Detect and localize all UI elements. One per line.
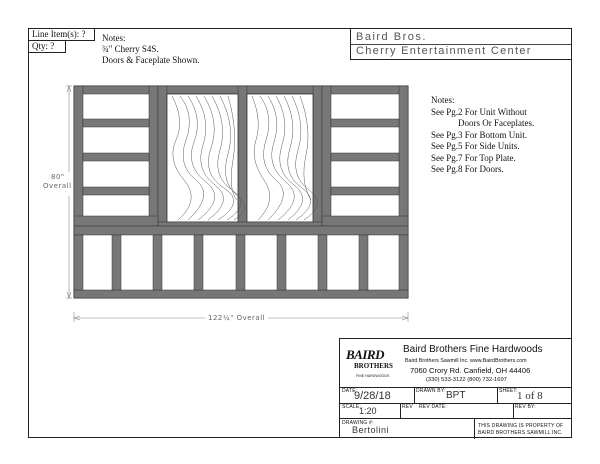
upper-bottom-rail-left xyxy=(74,216,158,226)
scale-label: SCALE: xyxy=(342,404,361,410)
company-address: 7060 Crory Rd. Canfield, OH 44406 xyxy=(410,366,531,375)
right-unit-shelf-2 xyxy=(331,153,399,161)
property-line-1: THIS DRAWING IS PROPERTY OF xyxy=(478,423,564,429)
logo-text-bottom: FINE HARDWOODS xyxy=(356,374,390,378)
center-stile-right xyxy=(313,86,322,226)
bottom-stile-1 xyxy=(74,235,83,290)
left-unit-shelf-1 xyxy=(83,119,149,127)
bottom-unit-top-rail xyxy=(74,226,408,235)
rev-by-label: REV BY: xyxy=(515,404,536,410)
bottom-stile-7 xyxy=(318,235,327,290)
date-value: 9/28/18 xyxy=(354,390,391,402)
bottom-unit-bottom-rail xyxy=(74,290,408,298)
sheet-value: 1 of 8 xyxy=(517,390,543,402)
project-title-line-1: Baird Bros. xyxy=(356,31,427,43)
scale-value: 1:20 xyxy=(359,406,377,416)
side-notes-line-6: See Pg.8 For Doors. xyxy=(431,164,504,174)
door-right xyxy=(247,94,313,222)
rev-date-label: REV DATE: xyxy=(419,404,447,410)
left-unit-stile-inner xyxy=(149,86,158,226)
right-unit-shelf-3 xyxy=(331,187,399,195)
bottom-stile-5 xyxy=(236,235,245,290)
right-unit-stile-inner xyxy=(322,86,331,226)
upper-bottom-rail-right xyxy=(322,216,408,226)
side-notes-line-1: See Pg.2 For Unit Without xyxy=(431,106,527,117)
width-dimension-label: 122¼" Overall xyxy=(208,314,266,322)
left-unit-stile-outer xyxy=(74,86,83,226)
top-notes-title: Notes: xyxy=(102,33,126,43)
right-unit-stile-outer xyxy=(399,86,408,226)
rev-label: REV xyxy=(402,404,413,410)
height-dimension-value: 80" xyxy=(51,173,65,181)
side-notes xyxy=(431,95,534,176)
sheet-label: SHEET: xyxy=(499,388,518,394)
project-title-line-2: Cherry Entertainment Center xyxy=(356,45,532,57)
height-dimension-label: Overall xyxy=(43,182,72,190)
bottom-stile-2 xyxy=(112,235,121,290)
bottom-stile-6 xyxy=(277,235,286,290)
line-items-label: Line Item(s): ? xyxy=(32,29,86,39)
drawn-by-label: DRAWN BY: xyxy=(416,388,446,394)
drawing-number-value: Bertolini xyxy=(352,425,390,435)
qty-label: Qty: ? xyxy=(32,41,55,51)
center-stile-left xyxy=(158,86,167,226)
side-notes-line-4: See Pg.5 For Side Units. xyxy=(431,141,520,151)
company-logo xyxy=(344,347,400,383)
left-unit-shelf-2 xyxy=(83,153,149,161)
bottom-stile-3 xyxy=(153,235,162,290)
side-notes-title: Notes: xyxy=(431,95,455,105)
logo-text-mid: BROTHERS xyxy=(354,362,393,370)
title-block xyxy=(339,338,572,438)
property-line-2: BAIRD BROTHERS SAWMILL INC. xyxy=(478,430,563,436)
top-notes-line-2: Doors & Faceplate Shown. xyxy=(102,55,200,65)
bottom-stile-9 xyxy=(399,235,408,290)
logo-text-top: BAIRD xyxy=(346,347,384,362)
bottom-stile-8 xyxy=(359,235,368,290)
left-unit-shelf-3 xyxy=(83,187,149,195)
company-phone: (330) 533-3122 (800) 732-1697 xyxy=(426,377,507,383)
bottom-stile-4 xyxy=(194,235,203,290)
side-notes-line-2: Doors Or Faceplates. xyxy=(458,118,535,128)
date-label: DATE: xyxy=(342,388,358,394)
side-notes-line-3: See Pg.3 For Bottom Unit. xyxy=(431,129,528,140)
height-dimension-line xyxy=(66,86,72,298)
drawn-by-value: BPT xyxy=(446,390,466,401)
upper-bottom-rail-center xyxy=(158,222,322,226)
top-notes-line-1: ¾" Cherry S4S. xyxy=(102,44,159,54)
right-unit-shelf-1 xyxy=(331,119,399,127)
center-stile-mid xyxy=(238,86,247,226)
side-notes-line-5: See Pg.7 For Top Plate. xyxy=(431,152,516,163)
company-name: Baird Brothers Fine Hardwoods xyxy=(403,344,543,355)
company-subline: Baird Brothers Sawmill Inc. www.BairdBrothers.com xyxy=(405,358,527,364)
drawing-number-label: DRAWING #: xyxy=(342,420,374,426)
